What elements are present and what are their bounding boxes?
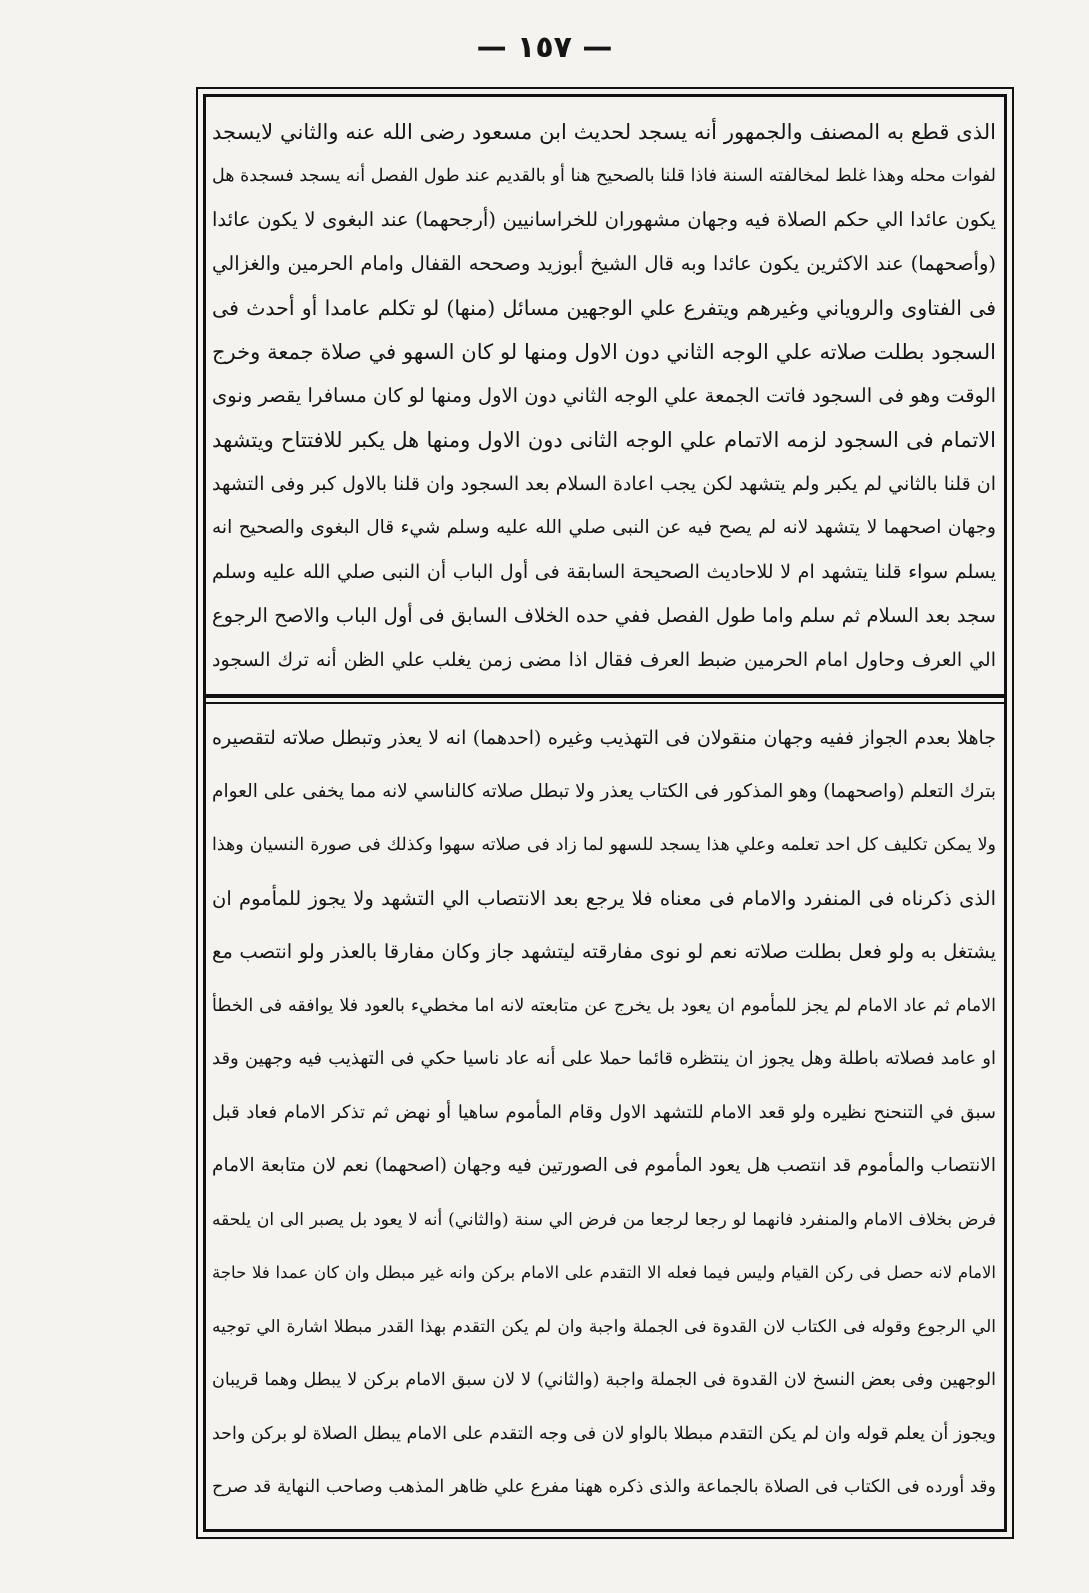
- top-text-block: [212, 102, 996, 690]
- text-line: وجهان اصحهما لا يتشهد لانه لم يصح فيه عن النبى صلي الله عليه وسلم شيء قال البغوى والصحيح انه: [212, 517, 996, 538]
- section-divider: [203, 694, 1007, 704]
- text-line: ولا يمكن تكليف كل احد تعلمه وعلي هذا يسجد للسهو لما زاد فى صلاته سهوا وكذلك فى صورة النسيان وهذا: [212, 835, 996, 855]
- text-line: الامام ثم عاد الامام لم يجز للمأموم ان يعود بل يخرج عن متابعته لانه اما مخطيء بالعود فلا يوافقه فى الخطأ: [212, 995, 996, 1016]
- text-line: ان قلنا بالثاني لم يكبر ولم يتشهد لكن يجب اعادة السلام بعد السجود وان قلنا بالاول كبر وفى التشهد: [212, 473, 996, 495]
- text-line: الذى ذكرناه فى المنفرد والامام فى معناه فلا يرجع بعد الانتصاب الي التشهد ولا يجوز للمأموم ان: [212, 886, 996, 910]
- text-line: وقد أورده فى الكتاب فى الصلاة بالجماعة والذى ذكره ههنا مفرع علي ظاهر المذهب وصاحب النهاية قد صرح: [212, 1477, 996, 1497]
- text-line: الانتصاب والمأموم قد انتصب هل يعود المأموم فى الصورتين فيه وجهان (اصحهما) نعم لان متابعة الامام: [212, 1155, 996, 1176]
- bottom-text-block: [212, 708, 996, 1528]
- text-line: بترك التعلم (واصحهما) وهو المذكور فى الكتاب يعذر ولا تبطل صلاته كالناسي لانه مما يخفى على العوام: [212, 780, 996, 802]
- text-line: فى الفتاوى والروياني وغيرهم ويتفرع علي الوجهين مسائل (منها) لو تكلم عامدا أو أحدث فى: [212, 296, 996, 320]
- text-line: يسلم سواء قلنا يتشهد ام لا للاحاديث الصحيحة السابقة فى أول الباب أن النبى صلي الله عليه وسلم: [212, 561, 996, 583]
- text-line: الامام لانه حصل فى ركن القيام وليس فيما فعله الا التقدم على الامام بركن وانه غير مبطل وان كان عمدا فلا حاجة: [212, 1263, 996, 1282]
- text-line: الاتمام فى السجود لزمه الاتمام علي الوجه الثانى دون الاول ومنها هل يكبر للافتتاح ويتشهد: [212, 428, 996, 452]
- text-line: يشتغل به ولو فعل بطلت صلاته نعم لو نوى مفارقته ليتشهد جاز وكان مفارقا بالعذر ولو انتصب مع: [212, 940, 996, 963]
- page-number: — ١٥٧ —: [476, 30, 613, 65]
- text-line: فرض بخلاف الامام والمنفرد فانهما لو رجعا لرجعا من فرض الي سنة (والثاني) أنه لا يعود بل يصبر الى ان يلحقه: [212, 1209, 996, 1230]
- text-line: لفوات محله وهذا غلط لمخالفته السنة فاذا قلنا بالصحيح هنا أو بالقديم عند طول الفصل أنه يسجد فسجدة هل: [212, 166, 996, 186]
- text-line: يكون عائدا الي حكم الصلاة فيه وجهان مشهوران للخراسانيين (أرجحهما) عند البغوى لا يكون عائدا: [212, 208, 996, 231]
- text-line: جاهلا بعدم الجواز ففيه وجهان منقولان فى التهذيب وغيره (احدهما) انه لا يعذر وتبطل صلاته لتقصيره: [212, 727, 996, 749]
- text-line: سبق في التنحنح نظيره ولو قعد الامام للتشهد الاول وقام المأموم ساهيا أو نهض ثم تذكر الامام فعاد قبل: [212, 1101, 996, 1123]
- text-line: الذى قطع به المصنف والجمهور أنه يسجد لحديث ابن مسعود رضى الله عنه والثاني لايسجد: [212, 120, 996, 144]
- text-line: او عامد فصلاته باطلة وهل يجوز ان ينتظره قائما حملا على أنه عاد ناسيا حكي فى التهذيب فيه وجهين وقد: [212, 1048, 996, 1069]
- text-line: الوجهين وفى بعض النسخ لان القدوة فى الجملة واجبة (والثاني) لا لان سبق الامام بركن لا يبطل وهما قريبان: [212, 1370, 996, 1390]
- text-line: الي الرجوع وقوله فى الكتاب لان القدوة فى الجملة واجبة وان لم يكن التقدم بهذا القدر مبطلا اشارة الي توجيه: [212, 1316, 996, 1337]
- text-line: (وأصحهما) عند الاكثرين يكون عائدا وبه قال الشيخ أبوزيد وصححه القفال وامام الحرمين والغزالي: [212, 252, 996, 275]
- text-line: ويجوز أن يعلم قوله وان لم يكن التقدم مبطلا بالواو لان فى وجه التقدم على الامام يبطل الصلاة لو بركن واحد: [212, 1423, 996, 1444]
- text-line: السجود بطلت صلاته علي الوجه الثاني دون الاول ومنها لو كان السهو في صلاة جمعة وخرج: [212, 340, 996, 364]
- text-line: سجد بعد السلام ثم سلم واما طول الفصل ففي حده الخلاف السابق فى أول الباب والاصح الرجوع: [212, 604, 996, 627]
- text-line: الوقت وهو فى السجود فاتت الجمعة علي الوجه الثاني دون الاول ومنها لو كان مسافرا يقصر ونوى: [212, 384, 996, 407]
- text-line: الي العرف وحاول امام الحرمين ضبط العرف فقال اذا مضى زمن يغلب علي الظن أنه ترك السجود: [212, 649, 996, 671]
